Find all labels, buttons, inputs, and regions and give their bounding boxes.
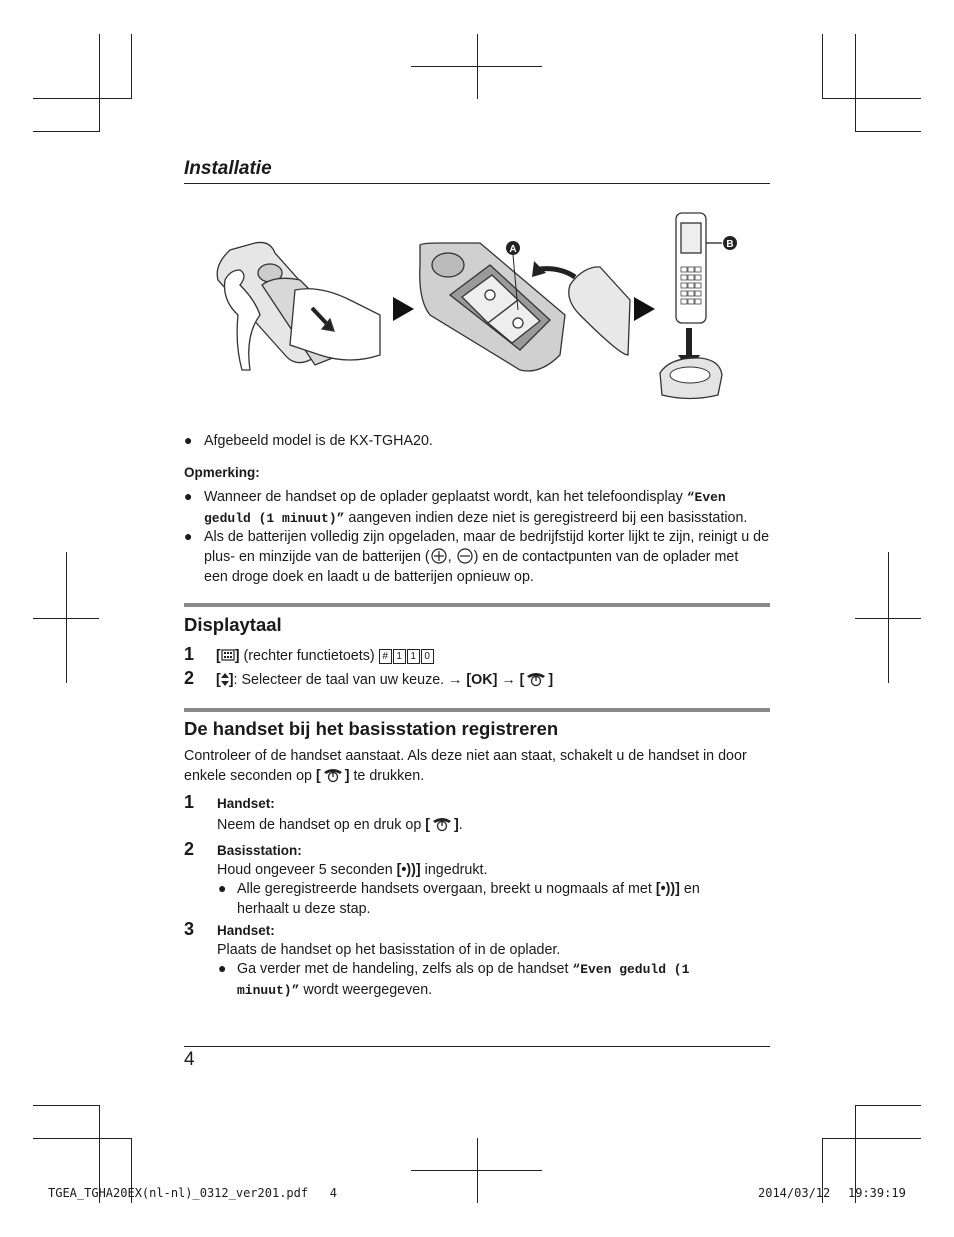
- intro-text: enkele seconden op: [184, 768, 316, 784]
- step-text: wordt weergegeven.: [299, 982, 433, 998]
- footer-date: 2014/03/12: [758, 1186, 831, 1200]
- section-title: Installatie: [184, 158, 272, 179]
- note-bullet-2: Als de batterijen volledig zijn opgeladen, maar de bedrijfstijd korter lijkt te zijn, reinigt u de plus- en minzijde van de batterijen ( , ) en de contactpunten van de oplader met een droge doek en laadt u de batterijen opnieuw op.: [204, 529, 770, 585]
- section-bar: [184, 708, 770, 712]
- arrow-right-icon: →: [448, 672, 463, 688]
- displaytaal-step-1: [216, 646, 435, 666]
- step-title: Basisstation:: [217, 843, 302, 858]
- register-intro: [184, 746, 774, 786]
- step-number: 2: [184, 668, 195, 688]
- bullet-dot: ●: [184, 528, 193, 544]
- down-arrow-shaft: [686, 328, 692, 356]
- register-step-2-text: [217, 860, 487, 880]
- footer-filename: TGEA_TGHA20EX(nl-nl)_0312_ver201.pdf 4: [48, 1186, 337, 1200]
- step-text: Ga verder met de handeling, zelfs als op de handset: [237, 961, 573, 977]
- register-step-3-bullet: [237, 959, 767, 1001]
- model-note: Afgebeeld model is de KX-TGHA20.: [204, 433, 433, 449]
- step-arrow-1: [393, 297, 414, 321]
- register-step-2-bullet: [237, 879, 767, 919]
- display-text: “Even geduld (1: [572, 962, 690, 977]
- note-bullet-1: [204, 487, 774, 529]
- step-text: Neem de handset op en druk op: [217, 817, 426, 833]
- bullet-dot: ●: [218, 960, 227, 976]
- key-hash: #: [379, 649, 392, 664]
- displaytaal-step-2: [ ]: Selecteer de taal van uw keuze. → [OK] → [ ]: [216, 672, 554, 688]
- step-number: 1: [184, 792, 195, 812]
- note-b2-text: Als de batterijen volledig zijn opgeladen, maar de bedrijfstijd korter lijkt te zijn, reinigt u de: [204, 529, 770, 545]
- note-b1-text: aangeven indien deze niet is geregistreerd bij een basisstation.: [344, 510, 748, 526]
- up-down-key-icon: [ ]: [216, 672, 234, 688]
- step-number: 2: [184, 839, 195, 859]
- step-text: herhaalt u deze stap.: [237, 901, 371, 917]
- step-text: Alle geregistreerde handsets overgaan, breekt u nogmaals af met: [237, 881, 656, 897]
- power-key-icon: [ ]: [315, 768, 350, 784]
- slide-cover-drawing: [217, 242, 380, 370]
- bullet-dot: ●: [184, 432, 193, 448]
- battery-installation-illustration: [200, 205, 760, 405]
- power-key-icon: [ ]: [425, 817, 459, 833]
- intro-text: te drukken.: [349, 768, 425, 784]
- locator-key-icon: [•))]: [396, 862, 421, 878]
- intro-text: Controleer of de handset aanstaat. Als deze niet aan staat, schakelt u de handset in door: [184, 748, 747, 764]
- footer-time: 19:39:19: [848, 1186, 906, 1200]
- step-title: Handset:: [217, 923, 275, 938]
- ok-key-label: OK: [471, 672, 493, 688]
- step-text: Houd ongeveer 5 seconden: [217, 862, 397, 878]
- battery-compartment-drawing: [420, 243, 565, 371]
- power-key-icon: [ ]: [519, 672, 554, 688]
- step-1-text: (rechter functietoets): [243, 648, 375, 664]
- note-title: Opmerking:: [184, 465, 260, 480]
- note-b2-text: een droge doek en laadt u de batterijen opnieuw op.: [204, 569, 534, 585]
- step-2-text: : Selecteer de taal van uw keuze.: [233, 672, 445, 688]
- note-b2-text: plus- en minzijde van de batterijen (: [204, 549, 430, 565]
- footer-rule: [184, 1046, 770, 1047]
- register-step-1-text: [217, 815, 463, 835]
- step-title: Handset:: [217, 796, 275, 811]
- page-number: 4: [184, 1049, 195, 1070]
- key-0: 0: [421, 649, 434, 664]
- plus-circle-icon: [430, 548, 448, 564]
- step-arrow-2: [634, 297, 655, 321]
- label-b-marker: [723, 236, 737, 250]
- battery-cover-drawing: [569, 267, 630, 355]
- locator-key-icon: [•))]: [655, 881, 680, 897]
- handset-upright-drawing: [676, 213, 722, 323]
- step-text: en: [679, 881, 700, 897]
- key-1: 1: [407, 649, 420, 664]
- heading-displaytaal: Displaytaal: [184, 614, 282, 635]
- header-rule: [184, 183, 770, 184]
- register-step-3-text: Plaats de handset op het basisstation of in de oplader.: [217, 942, 561, 958]
- display-text: geduld (1 minuut)”: [204, 511, 345, 526]
- bullet-dot: ●: [218, 880, 227, 896]
- key-1: 1: [393, 649, 406, 664]
- note-b1-text: Wanneer de handset op de oplader geplaatst wordt, kan het telefoondisplay: [204, 489, 687, 505]
- display-text: minuut)”: [237, 983, 300, 998]
- display-text: “Even: [686, 490, 726, 505]
- section-bar: [184, 603, 770, 607]
- svg-text:A: A: [509, 244, 517, 255]
- minus-circle-icon: [456, 548, 474, 564]
- bullet-dot: ●: [184, 488, 193, 504]
- menu-key-icon: [ ]: [216, 648, 240, 664]
- step-number: 3: [184, 919, 195, 939]
- svg-text:B: B: [726, 239, 734, 250]
- step-text: .: [458, 817, 463, 833]
- step-text: ingedrukt.: [420, 862, 488, 878]
- arrow-right-icon: →: [501, 672, 516, 688]
- step-number: 1: [184, 644, 195, 664]
- label-a-marker: [506, 241, 520, 255]
- heading-register: De handset bij het basisstation registreren: [184, 718, 559, 739]
- note-b2-text: ) en de contactpunten van de oplader met: [473, 549, 739, 565]
